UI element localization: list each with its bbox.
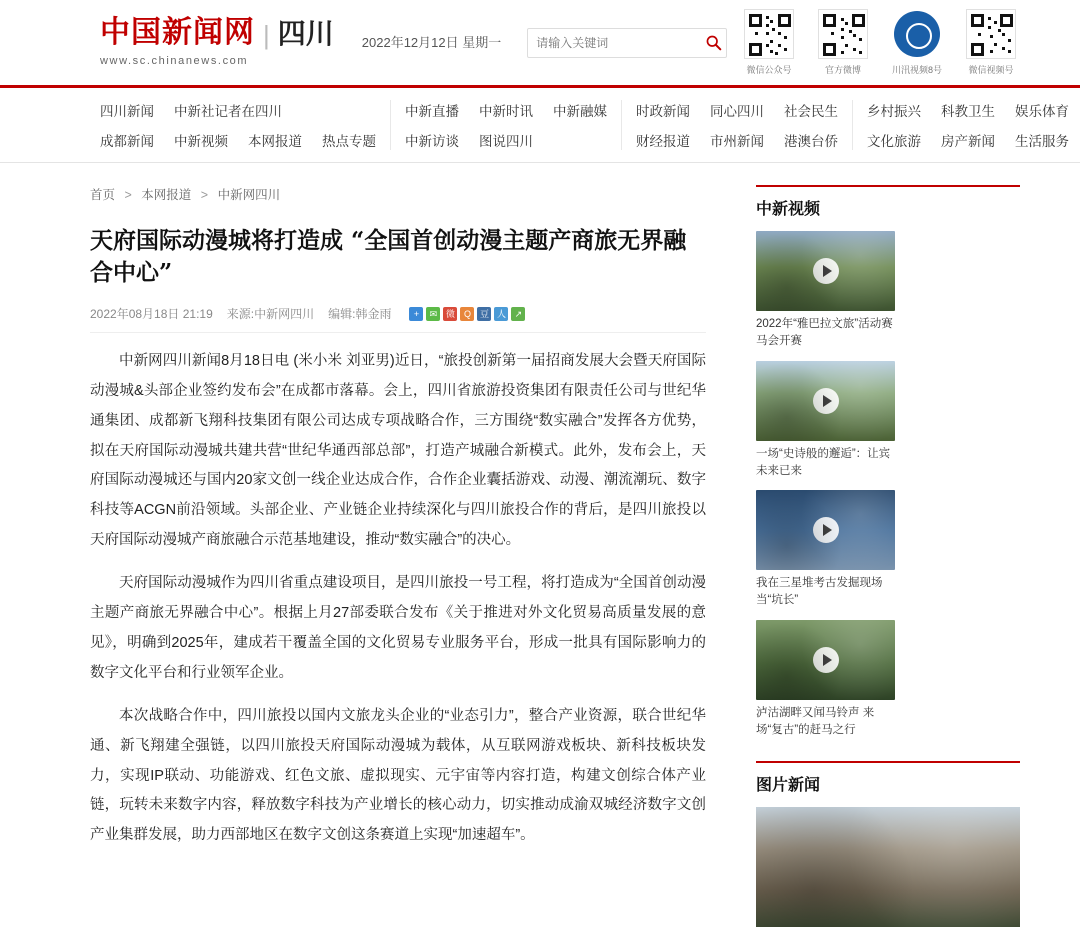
renren-icon[interactable]: 人 (494, 307, 508, 321)
qr-code-group (740, 9, 1020, 76)
nav-item-commentary[interactable]: 中新时讯 (479, 104, 533, 119)
logo-url: www.sc.chinanews.com (100, 55, 249, 67)
video-item[interactable] (756, 490, 895, 610)
picture-news-thumbnail[interactable] (756, 807, 1020, 927)
weibo-qr-icon (818, 9, 868, 59)
qr-label: 微信公众号 (746, 65, 792, 75)
nav-item-site-report[interactable]: 本网报道 (248, 134, 302, 149)
sidebar-section-title-video: 中新视频 (756, 185, 1020, 219)
article-paragraph: 天府国际动漫城作为四川省重点建设项目，是四川旅投一号工程，将打造成为“全国首创动漫主题产商旅无界融合中心”。根据上月27部委联合发布《关于推进对外文化贸易高质量发展的意见》，明确到2025年，建成若干覆盖全国的文化贸易专业服务平台，形成一批具有国际影响力的数字文化平台和行业领军企业。 (90, 575, 706, 681)
wechat-qr-icon (744, 9, 794, 59)
search-box[interactable] (527, 28, 727, 58)
header-date: 2022年12月12日 星期一 (361, 35, 502, 50)
nav-item-culture-tourism[interactable]: 文化旅游 (867, 134, 921, 149)
nav-item-video[interactable]: 中新视频 (174, 134, 228, 149)
video-thumbnail[interactable] (756, 361, 895, 441)
video-item[interactable] (756, 620, 895, 740)
site-header (0, 0, 1080, 88)
douban-icon[interactable]: 豆 (477, 307, 491, 321)
nav-item-media[interactable]: 中新融媒 (553, 104, 607, 119)
site-logo[interactable] (100, 15, 334, 67)
article-body (90, 347, 706, 851)
more-share-icon[interactable]: ↗ (511, 307, 525, 321)
qr-item[interactable] (888, 9, 946, 76)
nav-group-4 (853, 100, 1080, 150)
sidebar-section-title-pictures: 图片新闻 (756, 761, 1020, 795)
nav-item-sichuan-news[interactable]: 四川新闻 (100, 104, 154, 119)
article-paragraph: 本次战略合作中，四川旅投以国内文旅龙头企业的“业态引力”，整合产业资源，联合世纪华通、新飞翔建全强链，以四川旅投天府国际动漫城为载体，从互联网游戏板块、新科技板块发力，实现IP联动、功能游戏、红色文旅、虚拟现实、元宇宙等内容打造，构建文创综合体产业链，玩转未来数字内容，释放数字科技为产业增长的核心动力，切实推动成渝双城经济数字文创产业集群发展，助力西部地区在数字文创这条赛道上实现“加速超车”。 (90, 708, 706, 844)
wechat-channel-qr-icon (966, 9, 1016, 59)
play-icon[interactable] (813, 258, 839, 284)
search-input[interactable] (528, 29, 699, 57)
breadcrumb-item-home[interactable]: 首页 (90, 188, 116, 202)
breadcrumb (90, 163, 706, 211)
nav-item-live[interactable]: 中新直播 (405, 104, 459, 119)
article-date: 2022年08月18日 21:19 (90, 307, 213, 322)
qr-item[interactable] (962, 9, 1020, 76)
article-editor: 编辑:韩金雨 (328, 307, 392, 322)
share-plus-icon[interactable]: + (409, 307, 423, 321)
nav-item-politics[interactable]: 时政新闻 (636, 104, 690, 119)
play-icon[interactable] (813, 647, 839, 673)
nav-group-3 (622, 100, 853, 150)
video-account-icon (892, 9, 942, 59)
breadcrumb-separator: > (124, 188, 132, 202)
qq-icon[interactable]: Q (460, 307, 474, 321)
video-item[interactable] (756, 361, 895, 481)
nav-item-rural-revitalization[interactable]: 乡村振兴 (867, 104, 921, 119)
nav-item-entertainment-sports[interactable]: 娱乐体育 (1015, 104, 1069, 119)
nav-item-society[interactable]: 社会民生 (784, 104, 838, 119)
article-column (90, 163, 730, 927)
nav-item-finance[interactable]: 财经报道 (636, 134, 690, 149)
qr-label: 微信视频号 (968, 65, 1014, 75)
nav-item-interview[interactable]: 中新访谈 (405, 134, 459, 149)
share-icon-group (409, 307, 525, 321)
nav-item-real-estate[interactable]: 房产新闻 (941, 134, 995, 149)
breadcrumb-item-site-report[interactable]: 本网报道 (141, 188, 192, 202)
qr-label: 官方微博 (824, 65, 861, 75)
video-thumbnail[interactable] (756, 231, 895, 311)
qr-item[interactable] (814, 9, 872, 76)
video-caption: 我在三星堆考古发掘现场当“坑长” (756, 577, 883, 607)
nav-group-2 (391, 100, 622, 150)
search-button[interactable] (699, 29, 728, 57)
play-icon[interactable] (813, 388, 839, 414)
play-icon[interactable] (813, 517, 839, 543)
video-caption: 2022年“雅巴拉文旅”活动赛马会开赛 (756, 318, 893, 348)
breadcrumb-item-chinanews-sichuan[interactable]: 中新网四川 (217, 188, 281, 202)
nav-group-1 (100, 100, 391, 150)
video-caption: 一场“史诗般的邂逅”：让宾未来已来 (756, 447, 891, 477)
qr-item[interactable] (740, 9, 798, 76)
nav-item-life-services[interactable]: 生活服务 (1015, 134, 1069, 149)
nav-item-hot-topics[interactable]: 热点专题 (322, 134, 376, 149)
sina-weibo-icon[interactable]: 微 (443, 307, 457, 321)
video-thumbnail[interactable] (756, 620, 895, 700)
logo-main-text: 中国新闻网 (100, 15, 255, 50)
logo-region-text: 四川 (277, 17, 334, 50)
wechat-icon[interactable]: ✉ (426, 307, 440, 321)
page-title: 天府国际动漫城将打造成 “全国首创动漫主题产商旅无界融合中心” (90, 227, 687, 287)
video-thumbnail[interactable] (756, 490, 895, 570)
main-navigation (0, 88, 1080, 163)
page-content (0, 163, 1080, 927)
video-list (756, 231, 1020, 739)
nav-item-pictures-sichuan[interactable]: 图说四川 (479, 134, 533, 149)
sidebar-column (730, 163, 1020, 927)
qr-label: 川汛视频8号 (891, 65, 942, 75)
nav-item-tongxin-sichuan[interactable]: 同心四川 (710, 104, 764, 119)
article-source: 来源:中新网四川 (226, 307, 315, 322)
video-caption: 泸沽湖畔又闻马铃声 来场“复古”的赶马之行 (756, 706, 875, 736)
video-item[interactable] (756, 231, 895, 351)
nav-item-city-news[interactable]: 市州新闻 (710, 134, 764, 149)
nav-item-hk-macau-taiwan[interactable]: 港澳台侨 (784, 134, 838, 149)
article-paragraph: 中新网四川新闻8月18日电 (米小米 刘亚男)近日，“旅投创新第一届招商发展大会暨天府国际动漫城&头部企业签约发布会”在成都市落幕。会上，四川省旅游投资集团有限责任公司与世纪华通集团、成都新飞翔科技集团有限公司达成专项战略合作，三方围绕“数实融合”发挥各方优势，拟在天府国际动漫城共建共营“世纪华通西部总部”，打造产城融合新模式。此外，发布会上，天府国际动漫城还与国内20家文创一线企业达成合作，合作企业囊括游戏、动漫、潮流潮玩、数字科技等ACGN前沿领域。头部企业、产业链企业持续深化与四川旅投合作的背后，是四川旅投以天府国际动漫城产商旅融合示范基地建设，推动“数实融合”的决心。 (90, 353, 706, 548)
nav-item-chengdu-news[interactable]: 成都新闻 (100, 134, 154, 149)
search-icon (705, 34, 722, 51)
logo-separator: | (263, 20, 270, 50)
nav-item-reporters-in-sichuan[interactable]: 中新社记者在四川 (174, 104, 282, 119)
nav-item-science-health[interactable]: 科教卫生 (941, 104, 995, 119)
article-meta (90, 305, 706, 333)
breadcrumb-separator: > (200, 188, 209, 202)
